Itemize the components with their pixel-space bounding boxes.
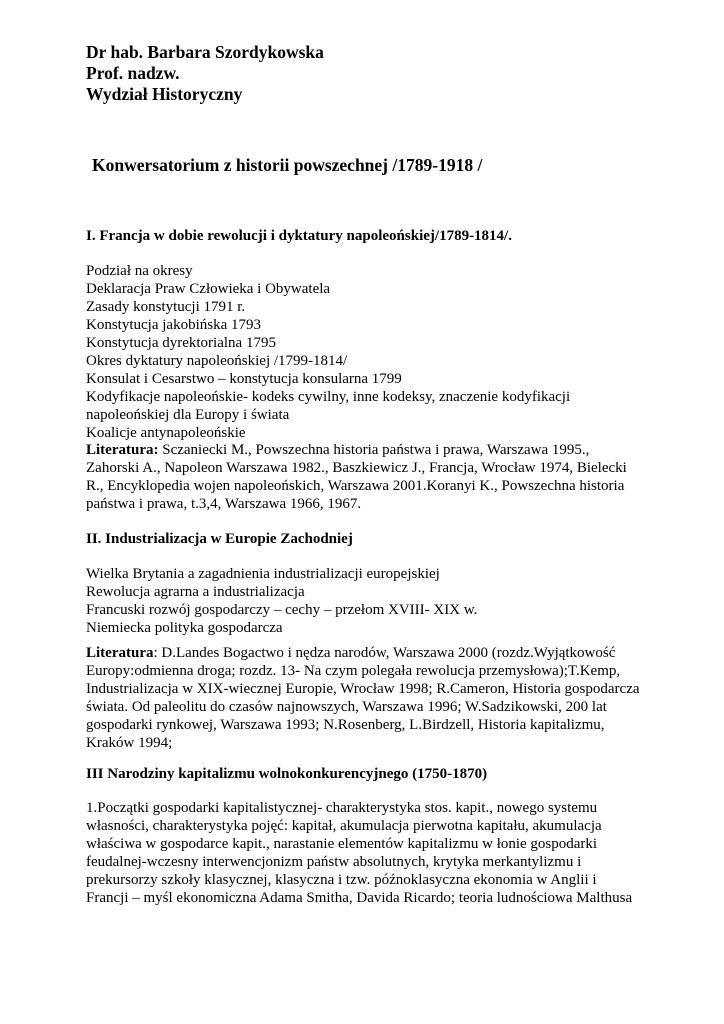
author-name: Dr hab. Barbara Szordykowska — [86, 42, 324, 62]
list-item: Koalicje antynapoleońskie — [86, 425, 246, 441]
list-item: Konstytucja dyrektorialna 1795 — [86, 335, 276, 351]
section-2-heading: II. Industrializacja w Europie Zachodniej — [86, 531, 353, 547]
list-item: Konsulat i Cesarstwo – konstytucja konsularna 1799 — [86, 371, 402, 387]
paragraph-line: prekursorzy szkoły klasycznej, klasyczna i tzw. późnoklasyczna ekonomia w Anglii i — [86, 872, 597, 888]
author-block — [86, 42, 324, 105]
section-1-heading: I. Francja w dobie rewolucji i dyktatury napoleońskiej/1789-1814/. — [86, 228, 512, 244]
list-item: Deklaracja Praw Człowieka i Obywatela — [86, 281, 331, 297]
author-faculty: Wydział Historyczny — [86, 84, 243, 104]
author-position: Prof. nadzw. — [86, 63, 180, 83]
literature-label: Literatura: — [86, 442, 159, 458]
list-item: Wielka Brytania a zagadnienia industrializacji europejskiej — [86, 566, 440, 582]
paragraph-line: własności, charakterystyka pojęć: kapitał, akumulacja pierwotna kapitału, akumulacja — [86, 818, 602, 834]
literature-line: gospodarki rynkowej, Warszawa 1993; N.Rosenberg, L.Birdzell, Historia kapitalizmu, — [86, 717, 605, 733]
literature-label: Literatura — [86, 645, 154, 661]
literature-line: świata. Od paleolitu do czasów najnowszych, Warszawa 1996; W.Sadzikowski, 200 lat — [86, 699, 607, 715]
section-2-literature — [86, 644, 646, 752]
list-item: Rewolucja agrarna a industrializacja — [86, 584, 305, 600]
section-2-topic-list — [86, 565, 646, 637]
list-item: Niemiecka polityka gospodarcza — [86, 620, 283, 636]
literature-line: Sczaniecki M., Powszechna historia państwa i prawa, Warszawa 1995., — [158, 442, 590, 458]
section-3-heading: III Narodziny kapitalizmu wolnokonkurencyjnego (1750-1870) — [86, 766, 488, 782]
list-item: Okres dyktatury napoleońskiej /1799-1814/ — [86, 353, 348, 369]
list-item: Francuski rozwój gospodarczy – cechy – przełom XVIII- XIX w. — [86, 602, 478, 618]
list-item: Kodyfikacje napoleońskie- kodeks cywilny, inne kodeksy, znaczenie kodyfikacji — [86, 389, 571, 405]
paragraph-line: 1.Początki gospodarki kapitalistycznej- charakterystyka stos. kapit., nowego systemu — [86, 800, 598, 816]
list-item: napoleońskiej dla Europy i świata — [86, 407, 290, 423]
list-item: Konstytucja jakobińska 1793 — [86, 317, 261, 333]
list-item: Zasady konstytucji 1791 r. — [86, 299, 246, 315]
literature-line: Industrializacja w XIX-wiecznej Europie, Wrocław 1998; R.Cameron, Historia gospodarcza — [86, 681, 640, 697]
paragraph-line: właściwa w gospodarce kapit., narastanie elementów kapitalizmu w łonie gospodarki — [86, 836, 598, 852]
literature-line: Zahorski A., Napoleon Warszawa 1982., Baszkiewicz J., Francja, Wrocław 1974, Bielecki — [86, 460, 627, 476]
literature-line: Kraków 1994; — [86, 735, 173, 751]
course-title: Konwersatorium z historii powszechnej /1789-1918 / — [92, 155, 483, 175]
literature-line: R., Encyklopedia wojen napoleońskich, Warszawa 2001.Koranyi K., Powszechna historia — [86, 478, 625, 494]
literature-line: Europy:odmienna droga; rozdz. 13- Na czym polegała rewolucja przemysłowa);T.Kemp, — [86, 663, 621, 679]
literature-line: państwa i prawa, t.3,4, Warszawa 1966, 1967. — [86, 496, 362, 512]
list-item: Podział na okresy — [86, 263, 193, 279]
section-1-literature — [86, 441, 646, 513]
section-1-topic-list — [86, 262, 646, 442]
paragraph-line: Francji – myśl ekonomiczna Adama Smitha, Davida Ricardo; teoria ludnościowa Malthusa — [86, 890, 633, 906]
paragraph-line: feudalnej-wczesny interwencjonizm państw absolutnych, krytyka merkantylizmu i — [86, 854, 582, 870]
literature-line: : D.Landes Bogactwo i nędza narodów, Warszawa 2000 (rozdz.Wyjątkowość — [153, 645, 616, 661]
section-3-paragraph — [86, 799, 646, 907]
